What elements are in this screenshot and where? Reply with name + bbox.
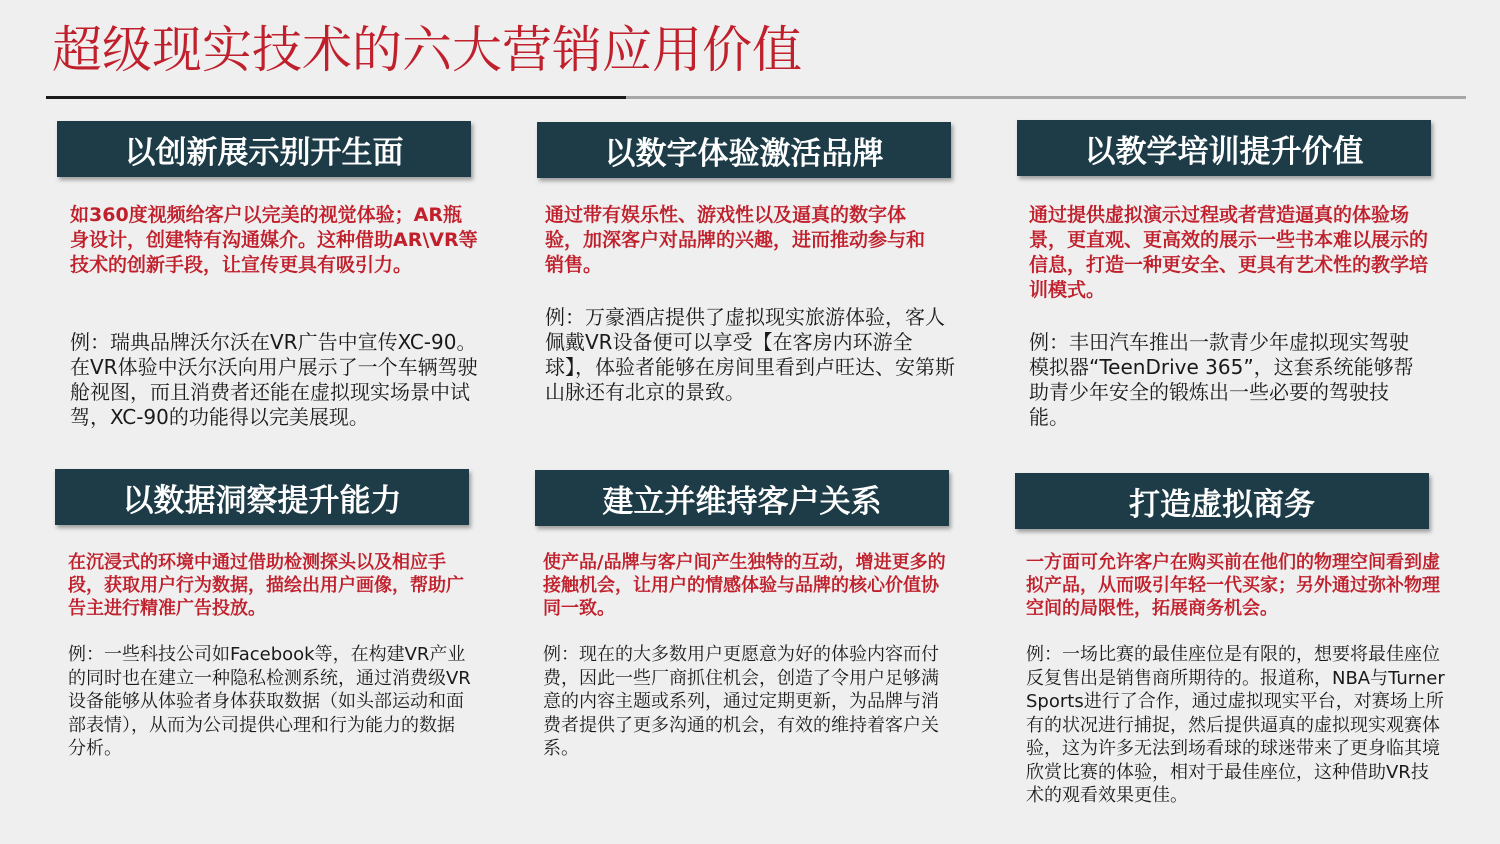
card-digital-experience-example: 例：万豪酒店提供了虚拟现实旅游体验，客人佩戴VR设备便可以享受【在客房内环游全球】，体验者能够在房间里看到卢旺达、安第斯山脉还有北京的景致。 <box>545 305 955 404</box>
card-virtual-commerce-example: 例：一场比赛的最佳座位是有限的，想要将最佳座位反复售出是销售商所期待的。报道称，NBA与Turner Sports进行了合作，通过虚拟现实平台，对赛场上所有的状况进行捕捉，然后提供逼真的虚拟现实观赛体验，这为许多无法到场看球的球迷带来了更身临其境欣赏比赛的体验，相对于最佳座位，这种借助VR技术的观看效果更佳。 <box>1026 644 1445 806</box>
card-customer-relation-lead: 使产品/品牌与客户间产生独特的互动，增进更多的接触机会，让用户的情感体验与品牌的核心价值协同一致。 <box>543 552 946 619</box>
title-underline-dark <box>46 96 626 99</box>
card-data-insight-lead: 在沉浸式的环境中通过借助检测探头以及相应手段，获取用户行为数据，描绘出用户画像，帮助广告主进行精准广告投放。 <box>68 552 464 619</box>
card-customer-relation-header: 建立并维持客户关系 <box>535 470 949 526</box>
card-innovation-header: 以创新展示别开生面 <box>57 121 471 177</box>
title-underline-gray <box>626 96 1466 99</box>
card-customer-relation-example: 例：现在的大多数用户更愿意为好的体验内容而付费，因此一些厂商抓住机会，创造了令用户足够满意的内容主题或系列，通过定期更新，为品牌与消费者提供了更多沟通的机会，有效的维持着客户关系。 <box>543 644 939 759</box>
card-data-insight-header: 以数据洞察提升能力 <box>55 469 469 525</box>
card-training-header: 以教学培训提升价值 <box>1017 120 1431 176</box>
card-innovation-example: 例：瑞典品牌沃尔沃在VR广告中宣传XC-90。在VR体验中沃尔沃向用户展示了一个车辆驾驶舱视图，而且消费者还能在虚拟现实场景中试驾，XC-90的功能得以完美展现。 <box>70 330 478 429</box>
card-digital-experience-lead: 通过带有娱乐性、游戏性以及逼真的数字体验，加深客户对品牌的兴趣，进而推动参与和销售。 <box>545 204 926 276</box>
page-title: 超级现实技术的六大营销应用价值 <box>52 21 802 79</box>
card-training-lead: 通过提供虚拟演示过程或者营造逼真的体验场景，更直观、更高效的展示一些书本难以展示的信息，打造一种更安全、更具有艺术性的教学培训模式。 <box>1029 204 1429 301</box>
card-digital-experience-header: 以数字体验激活品牌 <box>537 122 951 178</box>
card-data-insight-example: 例：一些科技公司如Facebook等，在构建VR产业的同时也在建立一种隐私检测系统，通过消费级VR设备能够从体验者身体获取数据（如头部运动和面部表情），从而为公司提供心理和行为能力的数据分析。 <box>68 644 471 759</box>
card-virtual-commerce-header: 打造虚拟商务 <box>1015 473 1429 529</box>
card-innovation-lead: 如360度视频给客户以完美的视觉体验；AR瓶身设计，创建特有沟通媒介。这种借助AR\VR等技术的创新手段，让宣传更具有吸引力。 <box>70 204 478 276</box>
card-virtual-commerce-lead: 一方面可允许客户在购买前在他们的物理空间看到虚拟产品，从而吸引年轻一代买家；另外通过弥补物理空间的局限性，拓展商务机会。 <box>1026 552 1440 619</box>
card-training-example: 例：丰田汽车推出一款青少年虚拟现实驾驶模拟器“TeenDrive 365”，这套系统能够帮助青少年安全的锻炼出一些必要的驾驶技能。 <box>1029 330 1414 429</box>
